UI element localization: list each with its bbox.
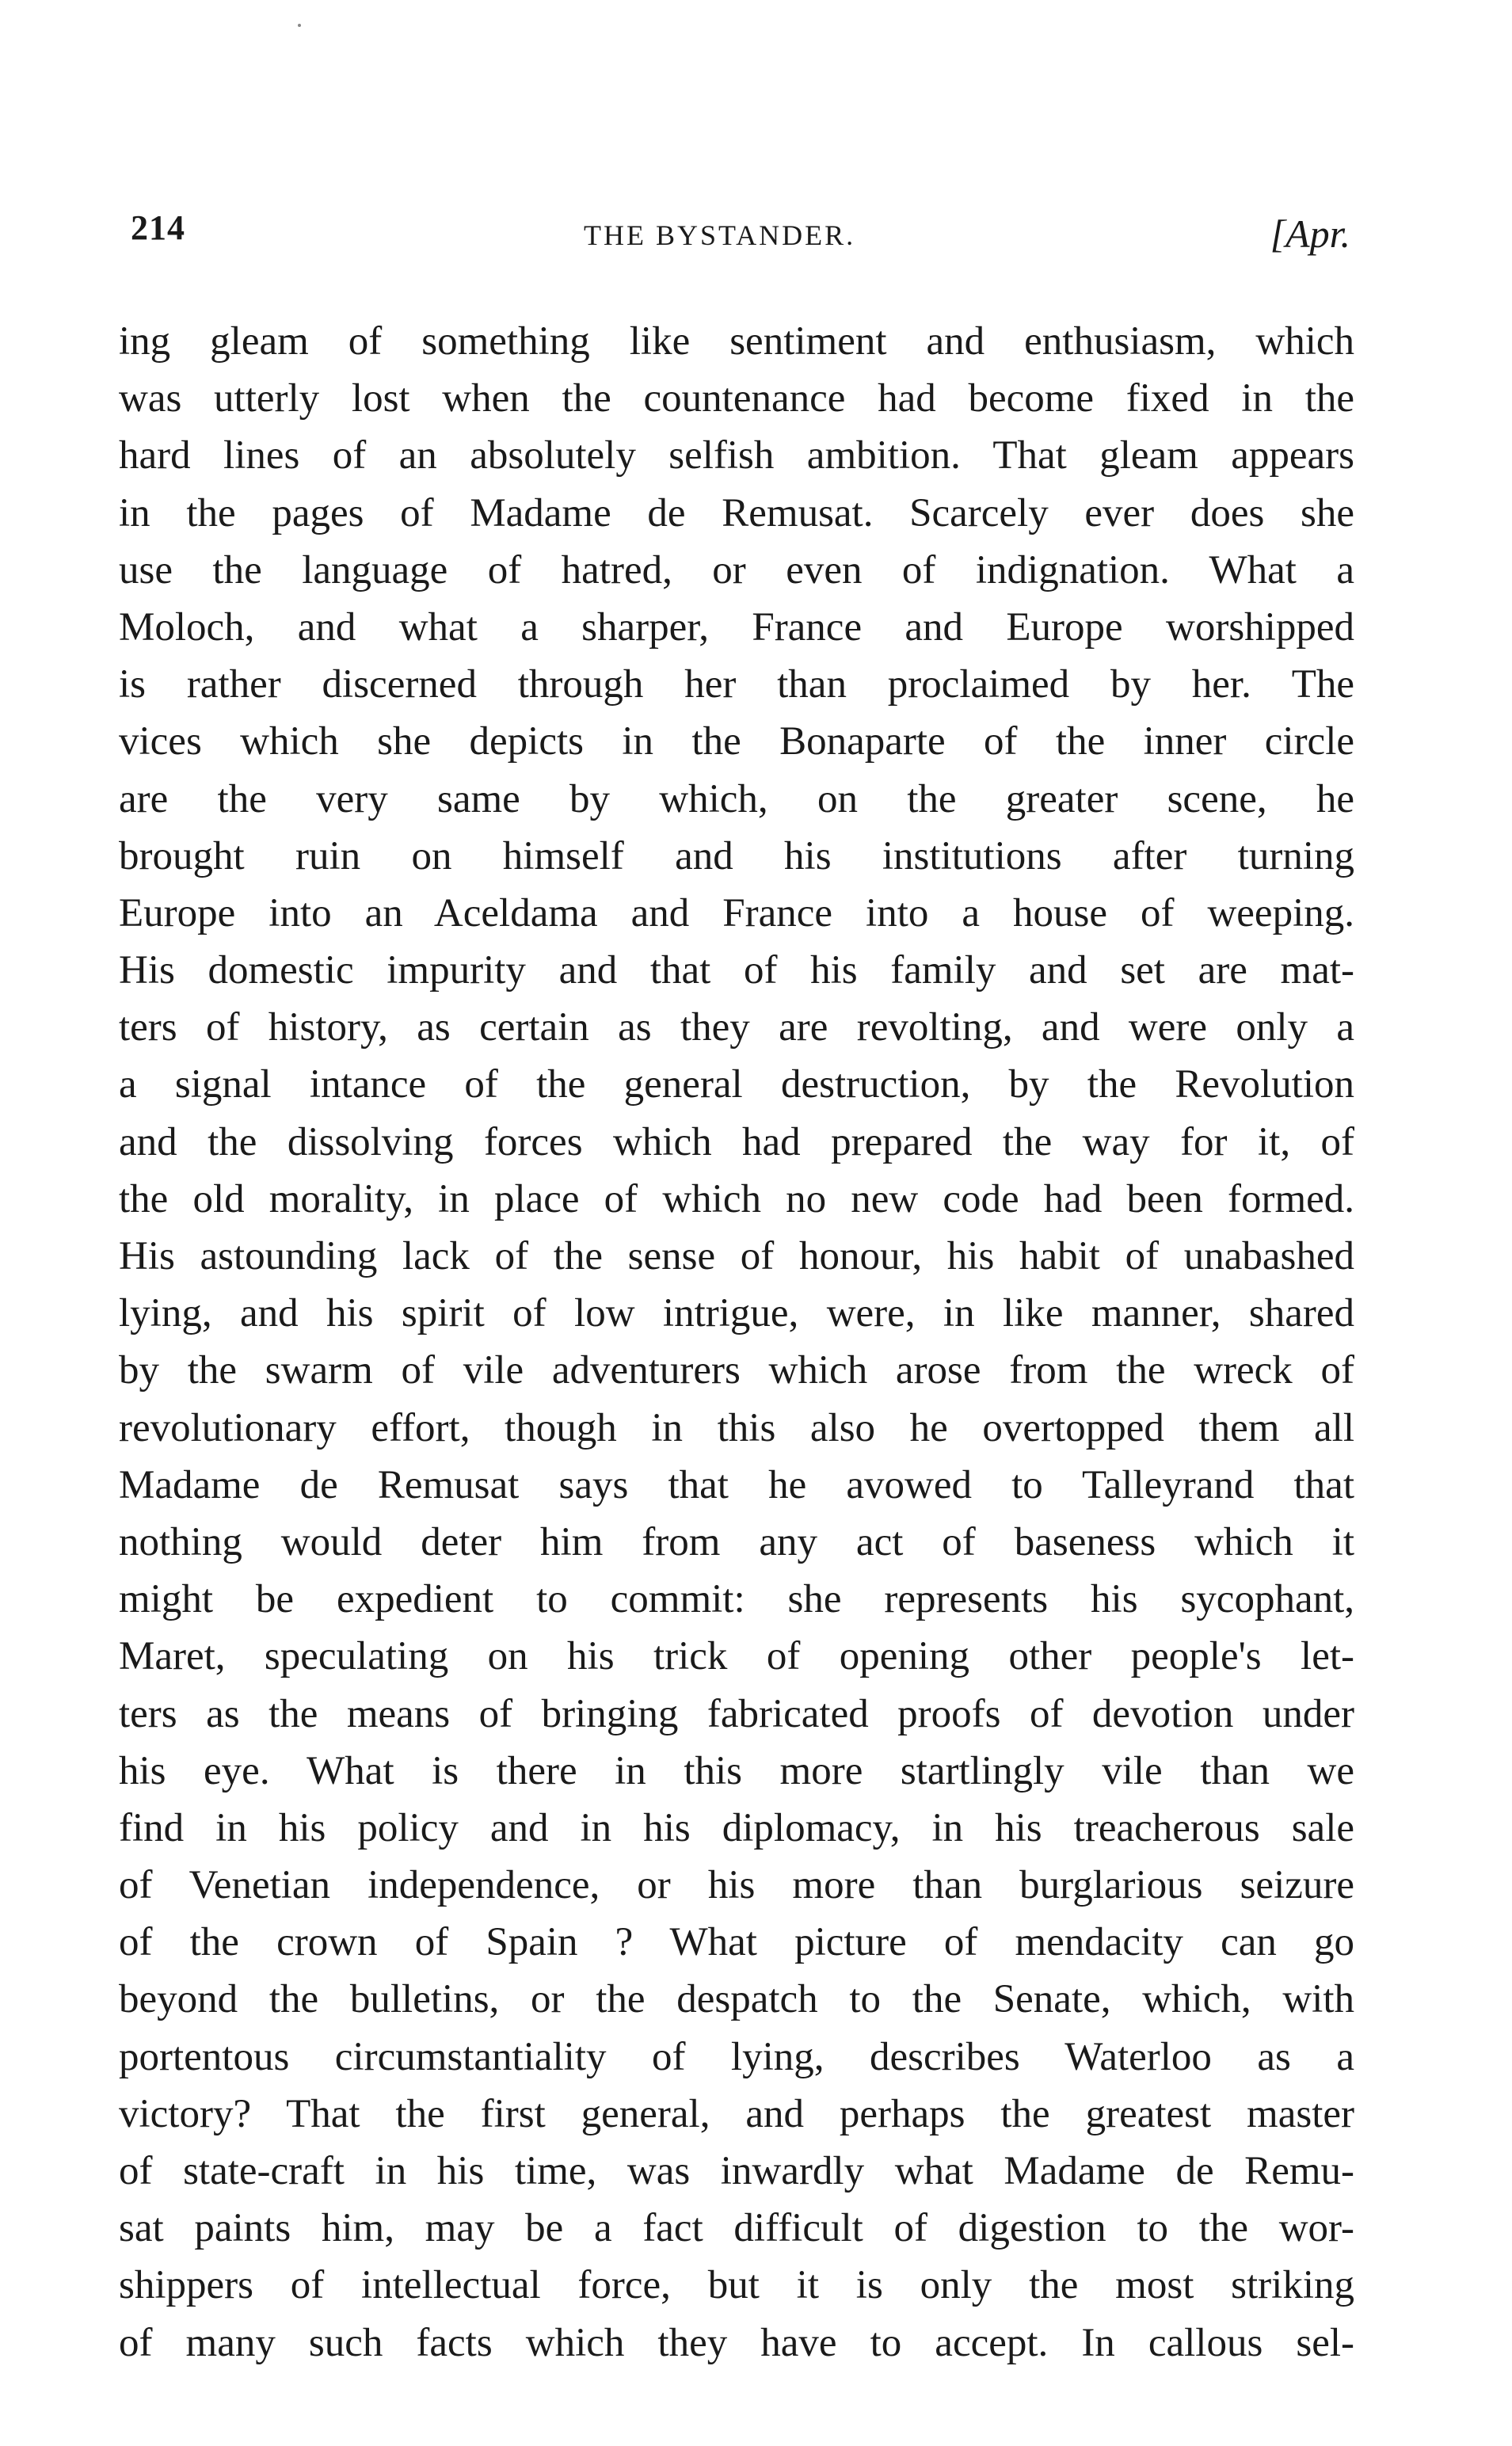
text-line: vices which she depicts in the Bonaparte of the inner circle (119, 719, 1354, 764)
text-line: sat paints him, may be a fact difficult of digestion to the wor- (119, 2206, 1354, 2251)
text-line: by the swarm of vile adventurers which arose from the wreck of (119, 1348, 1354, 1393)
text-line: brought ruin on himself and his institutions after turning (119, 833, 1354, 878)
text-line: ters of history, as certain as they are revolting, and were only a (119, 1005, 1354, 1050)
text-line: Moloch, and what a sharper, France and Europe worshipped (119, 604, 1354, 650)
text-line: Europe into an Aceldama and France into a house of weeping. (119, 890, 1354, 935)
text-line: and the dissolving forces which had prepared the way for it, of (119, 1119, 1354, 1164)
text-line: revolutionary effort, though in this also he overtopped them all (119, 1405, 1354, 1450)
text-line: of Venetian independence, or his more than burglarious seizure (119, 1863, 1354, 1908)
text-line: the old morality, in place of which no new code had been formed. (119, 1176, 1354, 1221)
text-line: lying, and his spirit of low intrigue, were, in like manner, shared (119, 1291, 1354, 1336)
text-line: are the very same by which, on the greater scene, he (119, 776, 1354, 821)
running-title: THE BYSTANDER. (584, 219, 856, 251)
text-line: of state-craft in his time, was inwardly what Madame de Remu- (119, 2149, 1354, 2193)
text-line: His astounding lack of the sense of honour, his habit of unabashed (119, 1234, 1354, 1278)
text-line: nothing would deter him from any act of baseness which it (119, 1519, 1354, 1564)
text-line: His domestic impurity and that of his family and set are mat- (119, 948, 1354, 993)
text-line: ing gleam of something like sentiment and enthusiasm, which (119, 319, 1354, 364)
text-line: ters as the means of bringing fabricated proofs of devotion under (119, 1691, 1354, 1736)
text-line: hard lines of an absolutely selfish ambition. That gleam appears (119, 433, 1354, 478)
text-line: portentous circumstantiality of lying, describes Waterloo as a (119, 2034, 1354, 2079)
text-line: was utterly lost when the countenance had become fixed in the (119, 376, 1354, 421)
text-line: victory? That the first general, and perhaps the greatest master (119, 2091, 1354, 2136)
text-line: beyond the bulletins, or the despatch to the Senate, which, with (119, 1977, 1354, 2022)
text-line: use the language of hatred, or even of indignation. What a (119, 547, 1354, 592)
text-line: find in his policy and in his diplomacy, in his treacherous sale (119, 1805, 1354, 1850)
text-line: is rather discerned through her than proclaimed by her. The (119, 662, 1354, 707)
page-number: 214 (131, 208, 185, 247)
text-line: shippers of intellectual force, but it is only the most striking (119, 2263, 1354, 2308)
text-line: of the crown of Spain ? What picture of mendacity can go (119, 1920, 1354, 1965)
text-line: his eye. What is there in this more startlingly vile than we (119, 1748, 1354, 1793)
text-line: Maret, speculating on his trick of opening other people's let- (119, 1634, 1354, 1679)
text-line: a signal intance of the general destruction, by the Revolution (119, 1062, 1354, 1107)
text-line: of many such facts which they have to accept. In callous sel- (119, 2320, 1354, 2365)
running-month: [Apr. (1270, 211, 1350, 256)
body-text (119, 313, 1354, 2372)
running-header (131, 208, 1350, 263)
text-line: might be expedient to commit: she represents his sycophant, (119, 1577, 1354, 1622)
ink-speck (298, 24, 301, 27)
text-line: in the pages of Madame de Remusat. Scarcely ever does she (119, 490, 1354, 535)
text-line: Madame de Remusat says that he avowed to Talleyrand that (119, 1462, 1354, 1507)
